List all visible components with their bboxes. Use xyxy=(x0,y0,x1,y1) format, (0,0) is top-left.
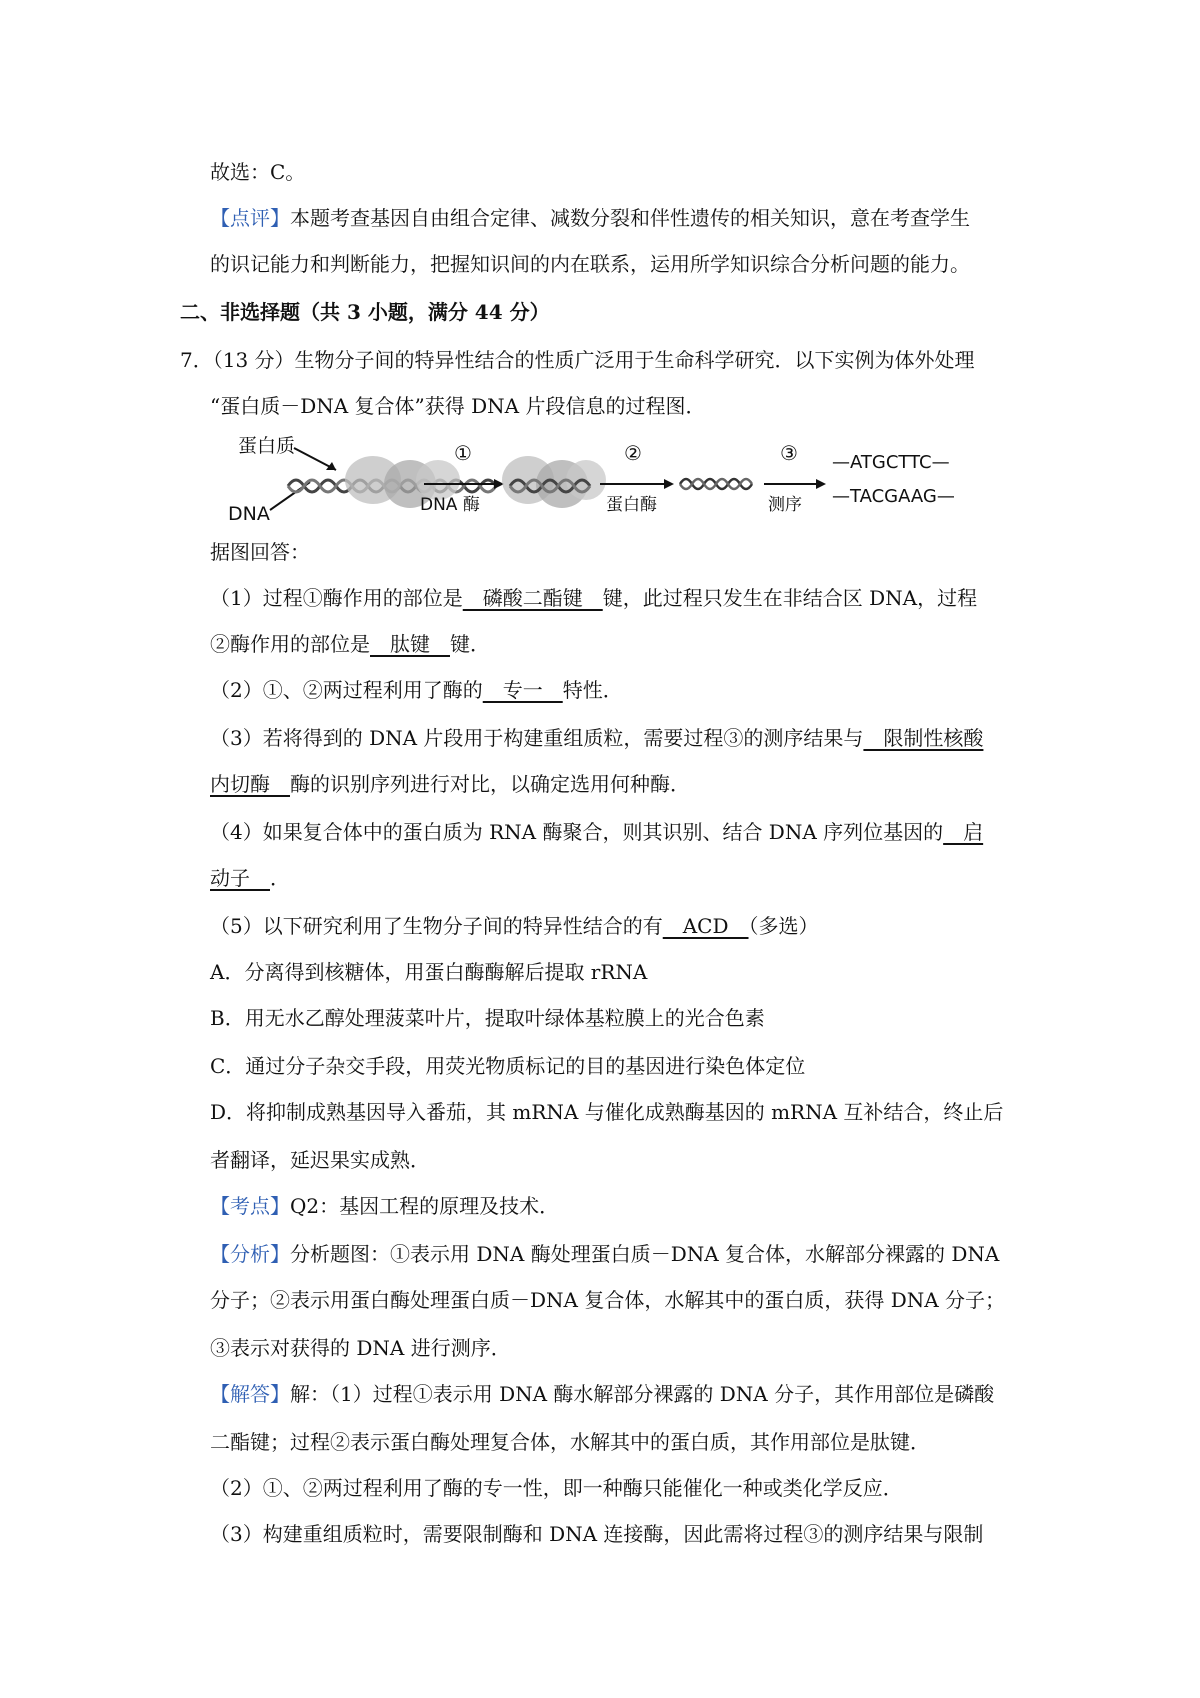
knowledge-point-text: Q2：基因工程的原理及技术． xyxy=(290,1194,560,1218)
dna-label: DNA xyxy=(228,503,270,525)
protein-label: 蛋白质 xyxy=(238,435,296,457)
analysis-line-1 xyxy=(210,1240,999,1268)
analysis-line-2: 分子；②表示用蛋白酶处理蛋白质－DNA 复合体，水解其中的蛋白质，获得 DNA 分子； xyxy=(210,1288,1006,1312)
dna-fragment xyxy=(680,479,752,489)
review-line-1 xyxy=(210,204,970,232)
solution-line-2: 二酯键；过程②表示蛋白酶处理复合体，水解其中的蛋白质，其作用部位是肽键． xyxy=(210,1430,930,1454)
step-2-number: ② xyxy=(624,441,642,465)
part-4-line-2 xyxy=(210,864,290,892)
part-5-suffix: （多选） xyxy=(748,914,819,938)
step-3-number: ③ xyxy=(780,441,798,465)
solution-tag: 【解答】 xyxy=(210,1382,290,1406)
option-a: A．分离得到核糖体，用蛋白酶酶解后提取 rRNA xyxy=(210,960,648,984)
part-1-answer-b: 肽键 xyxy=(370,632,450,656)
answer-intro: 据图回答： xyxy=(210,540,310,564)
part-2-text: （2）①、②两过程利用了酶的 xyxy=(210,678,483,702)
part-2-suffix: 特性． xyxy=(562,678,623,702)
part-3-text: （3）若将得到的 DNA 片段用于构建重组质粒，需要过程③的测序结果与 xyxy=(210,726,864,750)
part-1-answer-a: 磷酸二酯键 xyxy=(462,586,603,610)
review-line-2: 的识记能力和判断能力，把握知识间的内在联系，运用所学知识综合分析问题的能力。 xyxy=(210,252,970,276)
question-7-line-2: “蛋白质－DNA 复合体”获得 DNA 片段信息的过程图． xyxy=(210,394,706,418)
conclusion-line: 故选：C。 xyxy=(210,160,306,184)
section-heading: 二、非选择题（共 3 小题，满分 44 分） xyxy=(180,300,550,324)
part-4-text: （4）如果复合体中的蛋白质为 RNA 酶聚合，则其识别、结合 DNA 序列位基因的 xyxy=(210,820,944,844)
part-3-answer-a: 限制性核酸 xyxy=(863,726,984,750)
trimmed-complex xyxy=(502,456,606,508)
part-1-line-1 xyxy=(210,584,977,612)
part-4-line-1 xyxy=(210,818,983,846)
part-1-text-b: 键，此过程只发生在非结合区 DNA，过程 xyxy=(602,586,978,610)
step-2-label: 蛋白酶 xyxy=(606,495,657,515)
solution-line-4: （3）构建重组质粒时，需要限制酶和 DNA 连接酶，因此需将过程③的测序结果与限制 xyxy=(210,1522,984,1546)
step-1-number: ① xyxy=(454,441,472,465)
step-3-label: 测序 xyxy=(768,495,802,515)
solution-text-1: 解：（1）过程①表示用 DNA 酶水解部分裸露的 DNA 分子，其作用部位是磷酸 xyxy=(290,1382,995,1406)
part-1-text-c: ②酶作用的部位是 xyxy=(210,632,370,656)
solution-line-3: （2）①、②两过程利用了酶的专一性，即一种酶只能催化一种或类化学反应． xyxy=(210,1476,903,1500)
part-1-line-2 xyxy=(210,630,490,658)
part-5-text: （5）以下研究利用了生物分子间的特异性结合的有 xyxy=(210,914,663,938)
knowledge-point-line xyxy=(210,1192,559,1220)
sequence-top: —ATGCTTC— xyxy=(832,452,950,473)
part-1-text-d: 键． xyxy=(450,632,490,656)
part-5-answer: ACD xyxy=(662,914,749,938)
part-3-line-2 xyxy=(210,770,690,798)
option-c: C．通过分子杂交手段，用荧光物质标记的目的基因进行染色体定位 xyxy=(210,1054,806,1078)
analysis-text-1: 分析题图：①表示用 DNA 酶处理蛋白质－DNA 复合体，水解部分裸露的 DNA xyxy=(290,1242,1000,1266)
question-7-line-1: 7．（13 分）生物分子间的特异性结合的性质广泛用于生命科学研究．以下实例为体外处理 xyxy=(180,348,975,372)
option-d-line-2: 者翻译，延迟果实成熟． xyxy=(210,1148,430,1172)
part-1-text-a: （1）过程①酶作用的部位是 xyxy=(210,586,463,610)
part-3-answer-b: 内切酶 xyxy=(210,772,290,796)
step-1-label: DNA 酶 xyxy=(420,495,480,515)
option-d-line-1: D．将抑制成熟基因导入番茄，其 mRNA 与催化成熟酶基因的 mRNA 互补结合，终止后 xyxy=(210,1100,1004,1124)
solution-line-1 xyxy=(210,1380,994,1408)
option-b: B．用无水乙醇处理菠菜叶片，提取叶绿体基粒膜上的光合色素 xyxy=(210,1006,765,1030)
part-2-line xyxy=(210,676,623,704)
review-text-1: 本题考查基因自由组合定律、减数分裂和伴性遗传的相关知识，意在考查学生 xyxy=(290,206,970,230)
analysis-line-3: ③表示对获得的 DNA 进行测序． xyxy=(210,1336,511,1360)
part-4-answer-a: 启 xyxy=(943,820,984,844)
part-3-line-1 xyxy=(210,724,983,752)
part-2-answer: 专一 xyxy=(482,678,563,702)
review-tag: 【点评】 xyxy=(210,206,290,230)
analysis-tag: 【分析】 xyxy=(210,1242,290,1266)
part-5-line xyxy=(210,912,819,940)
sequence-bottom: —TACGAAG— xyxy=(832,486,955,507)
part-4-suffix: ． xyxy=(270,866,290,890)
knowledge-point-tag: 【考点】 xyxy=(210,1194,290,1218)
part-3-suffix: 酶的识别序列进行对比，以确定选用何种酶． xyxy=(290,772,690,796)
process-diagram xyxy=(228,428,1028,530)
part-4-answer-b: 动子 xyxy=(210,866,270,890)
